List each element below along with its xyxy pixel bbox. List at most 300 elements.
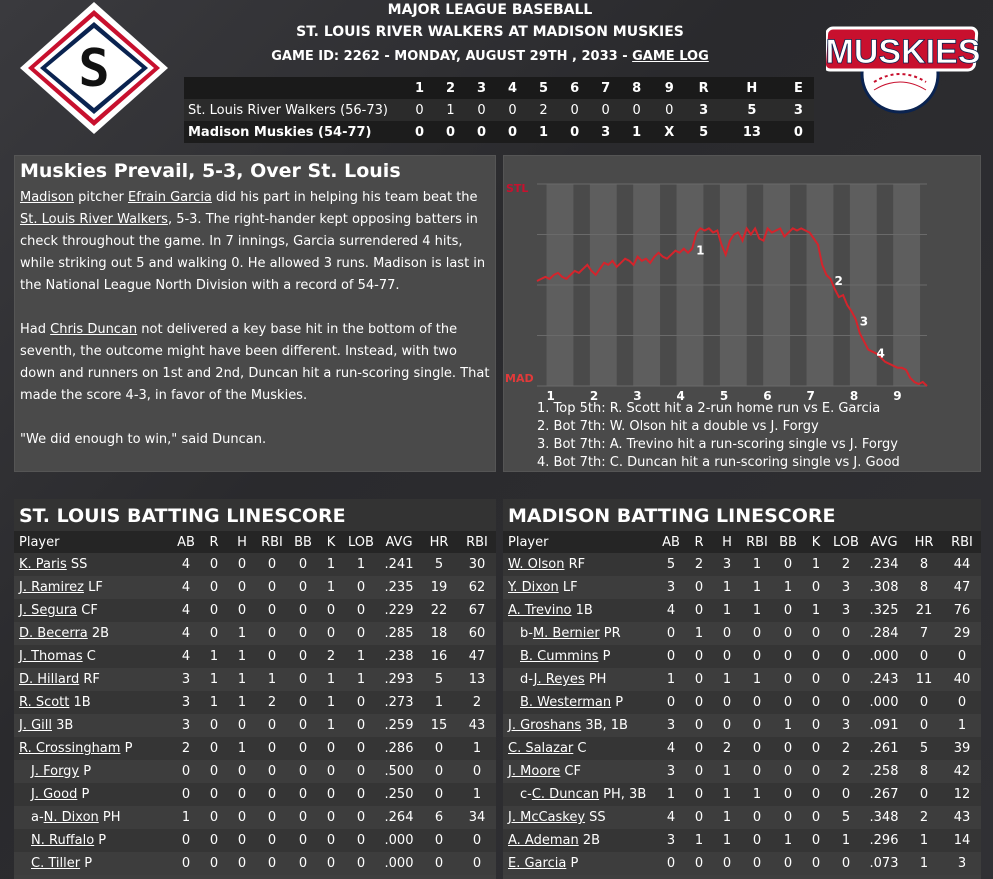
key-event: 2. Bot 7th: W. Olson hit a double vs J. Forgy bbox=[537, 419, 819, 434]
stat-cell: 5 bbox=[657, 553, 685, 576]
player-link[interactable]: R. Crossingham bbox=[19, 741, 121, 756]
stat-cell: 22 bbox=[420, 599, 458, 622]
stat-cell: 3 bbox=[172, 668, 200, 691]
stat-cell: 67 bbox=[458, 599, 496, 622]
column-header[interactable]: AVG bbox=[378, 531, 420, 553]
stat-cell: 6 bbox=[420, 806, 458, 829]
player-cell bbox=[503, 806, 657, 829]
stat-cell: 1 bbox=[657, 783, 685, 806]
player-link[interactable]: Efrain Garcia bbox=[127, 190, 212, 205]
stat-cell: 4 bbox=[657, 599, 685, 622]
stat-cell: 1 bbox=[803, 599, 829, 622]
stat-cell: 0 bbox=[228, 783, 256, 806]
stat-cell: 0 bbox=[773, 852, 803, 875]
table-row bbox=[503, 622, 981, 645]
stat-cell: 0 bbox=[344, 576, 378, 599]
column-header[interactable]: H bbox=[713, 531, 741, 553]
mad-batting-panel bbox=[503, 499, 981, 879]
stat-cell: 0 bbox=[228, 829, 256, 852]
table-row bbox=[503, 714, 981, 737]
player-position: LF bbox=[558, 580, 578, 595]
column-header[interactable]: K bbox=[318, 531, 344, 553]
table-row bbox=[503, 852, 981, 875]
stat-cell: .000 bbox=[378, 829, 420, 852]
stat-cell: 30 bbox=[458, 553, 496, 576]
stat-cell: 0 bbox=[905, 691, 943, 714]
player-link[interactable]: A. Ademan bbox=[508, 833, 579, 848]
stat-cell: 1 bbox=[713, 599, 741, 622]
player-cell bbox=[14, 714, 172, 737]
player-link[interactable]: A. Trevino bbox=[508, 603, 572, 618]
player-position: P bbox=[566, 856, 579, 871]
player-position: LF bbox=[83, 580, 103, 595]
stat-cell: 0 bbox=[344, 760, 378, 783]
player-cell bbox=[503, 576, 657, 599]
linescore-inning-score: 0 bbox=[404, 121, 435, 143]
column-header[interactable]: H bbox=[228, 531, 256, 553]
column-header[interactable]: AB bbox=[657, 531, 685, 553]
player-position: PR bbox=[599, 626, 621, 641]
stat-cell: 0 bbox=[829, 783, 863, 806]
linescore-header-inning: 6 bbox=[559, 77, 590, 99]
stat-cell: 1 bbox=[228, 737, 256, 760]
column-header[interactable]: Player bbox=[503, 531, 657, 553]
stat-cell: 0 bbox=[318, 737, 344, 760]
chart-top-label: STL bbox=[506, 182, 529, 195]
stat-cell: 1 bbox=[713, 783, 741, 806]
table-row bbox=[503, 553, 981, 576]
stat-cell: 11 bbox=[905, 668, 943, 691]
stat-cell: 0 bbox=[685, 668, 713, 691]
stat-cell: 2 bbox=[458, 691, 496, 714]
stat-cell: 0 bbox=[741, 691, 773, 714]
stat-cell: 0 bbox=[288, 599, 318, 622]
matchup-title: ST. LOUIS RIVER WALKERS AT MADISON MUSKIES bbox=[296, 24, 684, 40]
stat-cell: 0 bbox=[318, 852, 344, 875]
stat-cell: .234 bbox=[863, 553, 905, 576]
player-link[interactable]: J. Forgy bbox=[31, 764, 80, 779]
x-tick-label: 2 bbox=[589, 389, 599, 403]
chart-bottom-label: MAD bbox=[505, 372, 534, 385]
column-header[interactable]: K bbox=[803, 531, 829, 553]
player-position: 3B, 1B bbox=[581, 718, 628, 733]
stat-cell: 0 bbox=[741, 806, 773, 829]
column-header[interactable]: Player bbox=[14, 531, 172, 553]
table-row bbox=[503, 760, 981, 783]
linescore-inning-score: 0 bbox=[621, 99, 652, 121]
stat-cell: 39 bbox=[943, 737, 981, 760]
stat-cell: 0 bbox=[256, 829, 288, 852]
column-header[interactable]: R bbox=[200, 531, 228, 553]
player-position: P bbox=[120, 741, 133, 756]
player-position: P bbox=[79, 764, 92, 779]
player-cell bbox=[14, 576, 172, 599]
table-row bbox=[14, 645, 496, 668]
stl-batting-table bbox=[14, 531, 496, 875]
player-cell bbox=[14, 737, 172, 760]
linescore-inning-score: 0 bbox=[497, 99, 528, 121]
stat-cell: 40 bbox=[943, 668, 981, 691]
stat-cell: 0 bbox=[685, 737, 713, 760]
stat-cell: 1 bbox=[200, 668, 228, 691]
stl-batting-title: ST. LOUIS BATTING LINESCORE bbox=[14, 499, 496, 531]
player-link[interactable]: D. Becerra bbox=[19, 626, 88, 641]
x-tick-label: 3 bbox=[633, 389, 642, 403]
player-cell bbox=[14, 645, 172, 668]
x-tick-label: 8 bbox=[849, 389, 859, 403]
linescore-errors: 3 bbox=[783, 99, 814, 121]
stat-cell: .073 bbox=[863, 852, 905, 875]
linescore-header-inning: 1 bbox=[404, 77, 435, 99]
stat-cell: 0 bbox=[773, 760, 803, 783]
stat-cell: 0 bbox=[200, 553, 228, 576]
stat-cell: 0 bbox=[685, 576, 713, 599]
player-link[interactable]: B. Westerman bbox=[520, 695, 612, 710]
stat-cell: 0 bbox=[773, 645, 803, 668]
column-header[interactable]: BB bbox=[773, 531, 803, 553]
stat-cell: 5 bbox=[905, 737, 943, 760]
stat-cell: .261 bbox=[863, 737, 905, 760]
player-link[interactable]: J. Segura bbox=[19, 603, 78, 618]
stat-cell: 1 bbox=[318, 576, 344, 599]
player-link[interactable]: J. Groshans bbox=[508, 718, 582, 733]
stat-cell: 21 bbox=[905, 599, 943, 622]
stat-cell: 0 bbox=[741, 737, 773, 760]
stat-cell: .243 bbox=[863, 668, 905, 691]
stat-cell: 0 bbox=[773, 806, 803, 829]
player-link[interactable]: C. Duncan bbox=[531, 787, 600, 802]
table-row bbox=[14, 852, 496, 875]
player-link[interactable]: B. Cummins bbox=[520, 649, 599, 664]
stat-cell: 4 bbox=[172, 622, 200, 645]
stat-cell: 0 bbox=[256, 737, 288, 760]
stat-cell: 0 bbox=[943, 645, 981, 668]
player-position: P bbox=[77, 787, 90, 802]
recap-paragraph bbox=[20, 319, 492, 407]
stat-cell: 0 bbox=[420, 760, 458, 783]
table-row bbox=[503, 599, 981, 622]
column-header[interactable]: RBI bbox=[943, 531, 981, 553]
mad-batting-title: MADISON BATTING LINESCORE bbox=[503, 499, 981, 531]
league-title: MAJOR LEAGUE BASEBALL bbox=[387, 2, 593, 18]
stat-cell: 0 bbox=[344, 783, 378, 806]
stat-cell: 47 bbox=[458, 645, 496, 668]
stat-cell: 0 bbox=[803, 668, 829, 691]
player-link[interactable]: M. Bernier bbox=[532, 626, 600, 641]
stat-cell: 0 bbox=[685, 645, 713, 668]
table-row bbox=[14, 668, 496, 691]
stat-cell: 0 bbox=[773, 599, 803, 622]
linescore-header-inning: 3 bbox=[466, 77, 497, 99]
stat-cell: 0 bbox=[773, 737, 803, 760]
column-header[interactable]: HR bbox=[905, 531, 943, 553]
game-info bbox=[250, 49, 730, 64]
stat-cell: 1 bbox=[741, 553, 773, 576]
stat-cell: 0 bbox=[200, 714, 228, 737]
stat-cell: 60 bbox=[458, 622, 496, 645]
stat-cell: 4 bbox=[172, 576, 200, 599]
stat-cell: 0 bbox=[685, 714, 713, 737]
stat-cell: 0 bbox=[344, 622, 378, 645]
column-header[interactable]: RBI bbox=[458, 531, 496, 553]
player-link[interactable]: K. Paris bbox=[19, 557, 67, 572]
stat-cell: 0 bbox=[803, 645, 829, 668]
stat-cell: 0 bbox=[228, 714, 256, 737]
stat-cell: .267 bbox=[863, 783, 905, 806]
stat-cell: 0 bbox=[829, 645, 863, 668]
stat-cell: 0 bbox=[741, 852, 773, 875]
player-cell bbox=[14, 829, 172, 852]
stat-cell: 0 bbox=[713, 645, 741, 668]
player-cell bbox=[14, 691, 172, 714]
linescore-errors: 0 bbox=[783, 121, 814, 143]
stat-cell: 1 bbox=[228, 622, 256, 645]
stat-cell: 0 bbox=[685, 760, 713, 783]
stat-cell: 0 bbox=[344, 714, 378, 737]
stat-cell: .091 bbox=[863, 714, 905, 737]
stat-cell: 0 bbox=[685, 852, 713, 875]
stat-cell: 0 bbox=[458, 829, 496, 852]
player-position: 2B bbox=[578, 833, 601, 848]
recap-paragraph bbox=[20, 187, 492, 297]
stat-cell: 34 bbox=[458, 806, 496, 829]
stat-cell: 0 bbox=[829, 852, 863, 875]
stat-cell: 2 bbox=[713, 737, 741, 760]
event-marker: 3 bbox=[859, 314, 869, 329]
table-row bbox=[14, 829, 496, 852]
st-louis-logo bbox=[18, 0, 170, 136]
recap-text: not delivered a key base hit in the bottom of the seventh, the outcome might have been different. Instead, with two down and runners on 1st and 2nd, Duncan hit a run-scoring single. That made the score 4-3, in favor of the Muskies. bbox=[20, 322, 490, 403]
player-cell bbox=[503, 829, 657, 852]
player-position: SS bbox=[585, 810, 606, 825]
batting-header-row bbox=[14, 531, 496, 553]
linescore-inning-score: 0 bbox=[497, 121, 528, 143]
table-row bbox=[14, 760, 496, 783]
table-row bbox=[14, 622, 496, 645]
stat-cell: 0 bbox=[713, 852, 741, 875]
stat-cell: 0 bbox=[228, 806, 256, 829]
stat-cell: .000 bbox=[863, 691, 905, 714]
x-tick-label: 5 bbox=[719, 389, 729, 403]
stat-cell: 0 bbox=[420, 737, 458, 760]
stat-cell: 0 bbox=[741, 829, 773, 852]
stat-cell: 1 bbox=[318, 691, 344, 714]
player-position: PH bbox=[584, 672, 607, 687]
player-position: C bbox=[573, 741, 587, 756]
player-link[interactable]: Y. Dixon bbox=[508, 580, 559, 595]
player-link[interactable]: W. Olson bbox=[508, 557, 565, 572]
column-header[interactable]: HR bbox=[420, 531, 458, 553]
x-tick-label: 7 bbox=[806, 389, 815, 403]
player-cell bbox=[14, 599, 172, 622]
stat-cell: 0 bbox=[741, 714, 773, 737]
stat-cell: 0 bbox=[657, 852, 685, 875]
player-link[interactable]: D. Hillard bbox=[19, 672, 80, 687]
stat-cell: 1 bbox=[344, 668, 378, 691]
stat-cell: 0 bbox=[420, 783, 458, 806]
stat-cell: 0 bbox=[685, 806, 713, 829]
stat-cell: 0 bbox=[773, 553, 803, 576]
player-position: 1B bbox=[69, 695, 91, 710]
stat-cell: 0 bbox=[288, 829, 318, 852]
stat-cell: 2 bbox=[829, 737, 863, 760]
team-link[interactable]: Madison bbox=[20, 190, 75, 205]
stat-cell: 43 bbox=[458, 714, 496, 737]
stat-cell: 0 bbox=[288, 714, 318, 737]
player-link[interactable]: J. Good bbox=[31, 787, 78, 802]
table-row bbox=[14, 691, 496, 714]
stat-cell: 5 bbox=[829, 806, 863, 829]
stat-cell: 7 bbox=[905, 622, 943, 645]
player-link[interactable]: J. McCaskey bbox=[508, 810, 586, 825]
stat-cell: 2 bbox=[905, 806, 943, 829]
linescore-header-inning: 7 bbox=[590, 77, 621, 99]
stat-cell: 0 bbox=[344, 829, 378, 852]
stat-cell: 4 bbox=[172, 553, 200, 576]
game-log-link[interactable]: GAME LOG bbox=[632, 49, 709, 64]
stat-cell: .296 bbox=[863, 829, 905, 852]
stat-cell: 1 bbox=[713, 576, 741, 599]
x-tick-label: 1 bbox=[546, 389, 555, 403]
stat-cell: .229 bbox=[378, 599, 420, 622]
stat-cell: 1 bbox=[458, 783, 496, 806]
stat-cell: 0 bbox=[228, 599, 256, 622]
player-cell bbox=[503, 645, 657, 668]
linescore-runs: 3 bbox=[687, 99, 721, 121]
player-link[interactable]: C. Tiller bbox=[31, 856, 81, 871]
stat-cell: 0 bbox=[256, 599, 288, 622]
linescore-inning-score: 0 bbox=[559, 121, 590, 143]
stat-cell: 0 bbox=[318, 760, 344, 783]
stat-cell: 0 bbox=[288, 668, 318, 691]
player-cell bbox=[503, 714, 657, 737]
stat-cell: 0 bbox=[200, 576, 228, 599]
player-link[interactable]: Chris Duncan bbox=[50, 322, 138, 337]
player-link[interactable]: J. Gill bbox=[19, 718, 53, 733]
player-link[interactable]: N. Ruffalo bbox=[31, 833, 95, 848]
stat-cell: .250 bbox=[378, 783, 420, 806]
column-header[interactable]: LOB bbox=[344, 531, 378, 553]
stat-cell: .325 bbox=[863, 599, 905, 622]
stat-cell: .348 bbox=[863, 806, 905, 829]
stat-cell: 0 bbox=[905, 714, 943, 737]
player-cell bbox=[503, 622, 657, 645]
stat-cell: 0 bbox=[905, 783, 943, 806]
stat-cell: 0 bbox=[803, 829, 829, 852]
player-cell bbox=[14, 783, 172, 806]
stat-cell: 3 bbox=[657, 760, 685, 783]
stat-cell: 0 bbox=[288, 806, 318, 829]
stat-cell: 1 bbox=[773, 576, 803, 599]
stat-cell: 0 bbox=[657, 622, 685, 645]
stat-cell: 0 bbox=[318, 806, 344, 829]
column-header[interactable]: AB bbox=[172, 531, 200, 553]
player-link[interactable]: J. Reyes bbox=[533, 672, 585, 687]
stat-cell: 1 bbox=[458, 737, 496, 760]
stat-cell: .285 bbox=[378, 622, 420, 645]
stat-cell: 0 bbox=[200, 852, 228, 875]
linescore-inning-score: X bbox=[652, 121, 686, 143]
stat-cell: .000 bbox=[378, 852, 420, 875]
stat-cell: 1 bbox=[318, 553, 344, 576]
stat-cell: 0 bbox=[657, 691, 685, 714]
linescore-header-inning: 4 bbox=[497, 77, 528, 99]
table-row bbox=[14, 737, 496, 760]
player-position: P bbox=[80, 856, 93, 871]
stat-cell: 0 bbox=[829, 691, 863, 714]
stat-cell: 0 bbox=[318, 622, 344, 645]
stat-cell: 0 bbox=[172, 852, 200, 875]
linescore-inning-score: 1 bbox=[435, 99, 466, 121]
stat-cell: 0 bbox=[803, 737, 829, 760]
player-link[interactable]: N. Dixon bbox=[43, 810, 99, 825]
player-cell bbox=[503, 553, 657, 576]
column-header[interactable]: BB bbox=[288, 531, 318, 553]
linescore-inning-score: 0 bbox=[435, 121, 466, 143]
stat-cell: 0 bbox=[741, 645, 773, 668]
stat-cell: .284 bbox=[863, 622, 905, 645]
stat-cell: 0 bbox=[228, 852, 256, 875]
player-link[interactable]: E. Garcia bbox=[508, 856, 567, 871]
stat-cell: 0 bbox=[773, 691, 803, 714]
stat-cell: 0 bbox=[288, 691, 318, 714]
recap-text: did his part in helping his team beat the bbox=[211, 190, 478, 205]
player-position: C bbox=[82, 649, 96, 664]
table-row bbox=[503, 668, 981, 691]
stat-cell: 0 bbox=[685, 783, 713, 806]
stat-cell: 0 bbox=[344, 852, 378, 875]
recap-text: , 5-3. The right-hander kept opposing batters in check throughout the game. In 7 innings, Garcia surrendered 4 hits, while striking out 5 and walking 0. He allowed 3 runs. Madison is last in the National League North Division with a record of 54-77. bbox=[20, 212, 486, 293]
column-header[interactable]: RBI bbox=[741, 531, 773, 553]
column-header[interactable]: AVG bbox=[863, 531, 905, 553]
player-link[interactable]: J. Moore bbox=[508, 764, 561, 779]
player-link[interactable]: R. Scott bbox=[19, 695, 70, 710]
stat-cell: 0 bbox=[344, 806, 378, 829]
table-row bbox=[503, 783, 981, 806]
stat-cell: 0 bbox=[829, 668, 863, 691]
recap-text: Had bbox=[20, 322, 51, 337]
stat-cell: 0 bbox=[256, 714, 288, 737]
column-header[interactable]: RBI bbox=[256, 531, 288, 553]
stat-cell: 0 bbox=[288, 737, 318, 760]
player-link[interactable]: J. Thomas bbox=[19, 649, 83, 664]
stat-cell: 2 bbox=[829, 553, 863, 576]
player-link[interactable]: J. Ramirez bbox=[19, 580, 84, 595]
stat-cell: 0 bbox=[228, 760, 256, 783]
stat-cell: 0 bbox=[200, 622, 228, 645]
stat-cell: 14 bbox=[943, 829, 981, 852]
player-cell bbox=[14, 852, 172, 875]
team-link[interactable]: St. Louis River Walkers bbox=[20, 212, 168, 227]
stat-cell: 0 bbox=[228, 576, 256, 599]
stat-cell: 4 bbox=[657, 737, 685, 760]
column-header[interactable]: LOB bbox=[829, 531, 863, 553]
event-marker: 2 bbox=[834, 273, 843, 288]
stat-cell: 0 bbox=[803, 691, 829, 714]
column-header[interactable]: R bbox=[685, 531, 713, 553]
stat-cell: 0 bbox=[288, 783, 318, 806]
stat-cell: 0 bbox=[256, 783, 288, 806]
player-link[interactable]: C. Salazar bbox=[508, 741, 574, 756]
linescore-inning-score: 0 bbox=[559, 99, 590, 121]
lineup-prefix: a- bbox=[31, 810, 44, 825]
table-row bbox=[503, 576, 981, 599]
key-event: 1. Top 5th: R. Scott hit a 2-run home run vs E. Garcia bbox=[537, 401, 881, 416]
stat-cell: 12 bbox=[943, 783, 981, 806]
linescore-inning-score: 0 bbox=[466, 121, 497, 143]
recap-paragraph: "We did enough to win," said Duncan. bbox=[20, 432, 267, 447]
stat-cell: 0 bbox=[773, 668, 803, 691]
